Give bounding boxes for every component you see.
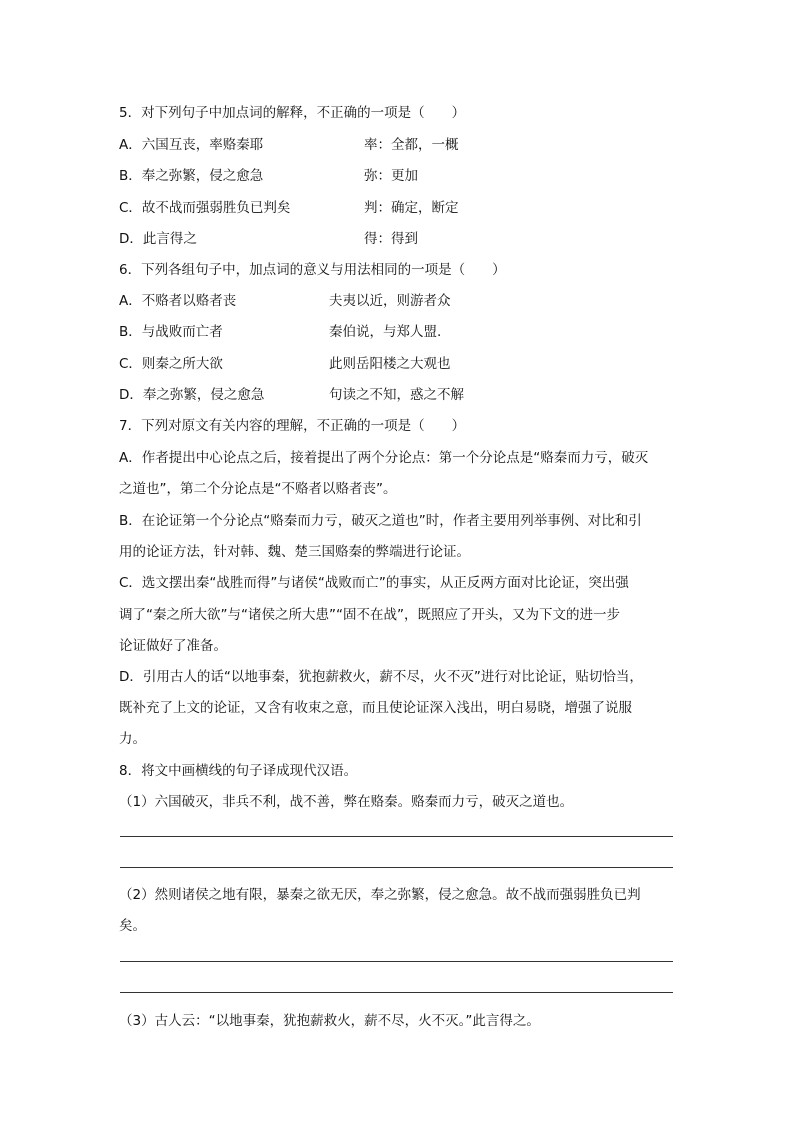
question-8-item-2-line1: （2）然则诸侯之地有限，暴秦之欲无厌，奉之弥繁，侵之愈急。故不战而强弱胜负已判 xyxy=(119,887,641,903)
option-sentence: A．不赂者以赂者丧 xyxy=(119,293,237,309)
question-6-stem: 6．下列各组句子中，加点词的意义与用法相同的一项是（ ） xyxy=(119,262,506,278)
question-7-option-d-line3: 力。 xyxy=(119,731,146,747)
question-6-option-a xyxy=(119,291,679,311)
option-sentence: B．与战败而亡者 xyxy=(119,324,223,340)
answer-line[interactable] xyxy=(120,836,673,837)
option-sentence: C．则秦之所大欲 xyxy=(119,356,223,372)
question-7-option-c-line2: 调了“秦之所大欲”与“诸侯之所大患”“固不在战”，既照应了开头，又为下文的进一步 xyxy=(119,607,620,623)
option-explanation: 弥：更加 xyxy=(364,168,418,184)
question-7-option-d-line2: 既补充了上文的论证，又含有收束之意，而且使论证深入浅出，明白易晓，增强了说服 xyxy=(119,700,632,716)
question-5-option-b xyxy=(119,166,679,186)
question-7-option-c-line3: 论证做好了准备。 xyxy=(119,638,227,654)
option-sentence: C．故不战而强弱胜负已判矣 xyxy=(119,200,291,216)
question-7-stem: 7．下列对原文有关内容的理解，不正确的一项是（ ） xyxy=(119,418,466,434)
question-6-option-b xyxy=(119,322,679,342)
answer-line[interactable] xyxy=(120,867,673,868)
question-7-option-a-line1: A．作者提出中心论点之后，接着提出了两个分论点：第一个分论点是“赂秦而力亏，破灭 xyxy=(119,450,649,466)
question-8-item-3: （3）古人云：“以地事秦，犹抱薪救火，薪不尽，火不灭。”此言得之。 xyxy=(119,1013,540,1029)
option-explanation: 判：确定，断定 xyxy=(364,200,459,216)
option-compare-sentence: 此则岳阳楼之大观也 xyxy=(329,356,451,372)
question-8-stem: 8．将文中画横线的句子译成现代汉语。 xyxy=(119,763,358,779)
question-5-stem: 5．对下列句子中加点词的解释，不正确的一项是（ ） xyxy=(119,105,466,121)
option-explanation: 率：全都，一概 xyxy=(364,137,459,153)
question-8-item-1: （1）六国破灭，非兵不利，战不善，弊在赂秦。赂秦而力亏，破灭之道也。 xyxy=(119,794,574,810)
question-7-option-a-line2: 之道也”，第二个分论点是“不赂者以赂者丧”。 xyxy=(119,481,397,497)
question-7-option-c-line1: C．选文摆出秦“战胜而得”与诸侯“战败而亡”的事实，从正反两方面对比论证，突出强 xyxy=(119,575,629,591)
answer-line[interactable] xyxy=(120,992,673,993)
option-sentence: D．此言得之 xyxy=(119,231,197,247)
question-7-option-b-line1: B．在论证第一个分论点“赂秦而力亏，破灭之道也”时，作者主要用列举事例、对比和引 xyxy=(119,513,642,529)
option-sentence: D．奉之弥繁，侵之愈急 xyxy=(119,387,265,403)
option-compare-sentence: 夫夷以近，则游者众 xyxy=(329,293,451,309)
option-explanation: 得：得到 xyxy=(364,231,418,247)
option-sentence: B．奉之弥繁，侵之愈急 xyxy=(119,168,264,184)
question-5-option-d xyxy=(119,229,679,249)
question-6-option-d xyxy=(119,385,679,405)
answer-line[interactable] xyxy=(120,961,673,962)
option-compare-sentence: 句读之不知，惑之不解 xyxy=(329,387,464,403)
question-5-option-a xyxy=(119,135,679,155)
option-sentence: A．六国互丧，率赂秦耶 xyxy=(119,137,264,153)
question-6-option-c xyxy=(119,354,679,374)
option-compare-sentence: 秦伯说，与郑人盟. xyxy=(329,324,442,340)
question-5-option-c xyxy=(119,198,679,218)
question-7-option-b-line2: 用的论证方法，针对韩、魏、楚三国赂秦的弊端进行论证。 xyxy=(119,544,470,560)
question-8-item-2-line2: 矣。 xyxy=(119,918,146,934)
question-7-option-d-line1: D．引用古人的话“以地事秦，犹抱薪救火，薪不尽，火不灭”进行对比论证，贴切恰当， xyxy=(119,669,643,685)
